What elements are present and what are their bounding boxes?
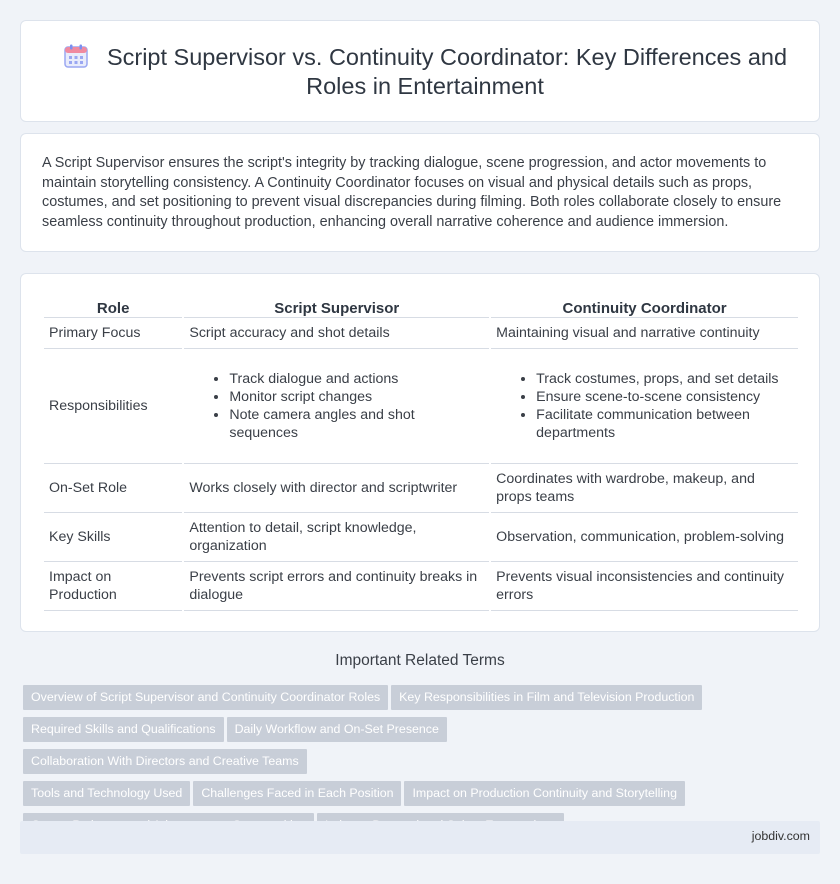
bullet-list [189, 370, 484, 442]
table-cell: Prevents visual inconsistencies and continuity errors [491, 562, 798, 611]
bullet-list [496, 370, 793, 442]
table-cell: Observation, communication, problem-solving [491, 513, 798, 562]
comparison-card [20, 273, 820, 632]
related-term-tag[interactable]: Challenges Faced in Each Position [193, 781, 401, 806]
list-item: • Monitor script changes [229, 388, 484, 406]
row-label: Key Skills [44, 513, 182, 562]
list-item: • Facilitate communication between departments [536, 406, 793, 442]
related-terms-title: Important Related Terms [335, 652, 505, 669]
table-cell: Works closely with director and scriptwriter [184, 464, 489, 513]
column-header: Script Supervisor [184, 296, 489, 318]
table-row [44, 464, 798, 513]
related-term-tag[interactable]: Required Skills and Qualifications [23, 717, 224, 742]
related-term-tag[interactable]: Tools and Technology Used [23, 781, 190, 806]
list-item: • Track costumes, props, and set details [536, 370, 793, 388]
related-term-tag[interactable]: Daily Workflow and On-Set Presence [227, 717, 447, 742]
footer [20, 821, 820, 854]
related-term-tag[interactable]: Overview of Script Supervisor and Continuity Coordinator Roles [23, 685, 388, 710]
footer-site-link[interactable]: jobdiv.com [751, 829, 810, 843]
page-title-wrap [51, 43, 799, 101]
row-label: On-Set Role [44, 464, 182, 513]
intro-paragraph: A Script Supervisor ensures the script's integrity by tracking dialogue, scene progression, and actor movements to maintain storytelling consistency. A Continuity Coordinator focuses on visual and physical details such as props, costumes, and set positioning to prevent visual discrepancies during filming. Both roles collaborate closely to ensure seamless continuity throughout production, enhancing overall narrative coherence and audience immersion. [42, 155, 782, 230]
column-header: Role [44, 296, 182, 318]
table-cell [491, 349, 798, 464]
table-cell: Script accuracy and shot details [184, 318, 489, 349]
table-row [44, 318, 798, 349]
list-item: • Ensure scene-to-scene consistency [536, 388, 793, 406]
table-cell: Coordinates with wardrobe, makeup, and props teams [491, 464, 798, 513]
list-item: • Track dialogue and actions [229, 370, 484, 388]
row-label: Impact on Production [44, 562, 182, 611]
row-label: Primary Focus [44, 318, 182, 349]
comparison-table [42, 296, 800, 611]
table-cell: Prevents script errors and continuity breaks in dialogue [184, 562, 489, 611]
table-cell: Maintaining visual and narrative continuity [491, 318, 798, 349]
table-cell [184, 349, 489, 464]
table-row [44, 562, 798, 611]
intro-card [20, 133, 820, 252]
related-term-tag[interactable]: Impact on Production Continuity and Storytelling [404, 781, 684, 806]
table-row [44, 349, 798, 464]
list-item: • Note camera angles and shot sequences [229, 406, 484, 442]
header-card [20, 20, 820, 122]
table-cell: Attention to detail, script knowledge, organization [184, 513, 489, 562]
table-header-row [44, 296, 798, 318]
page-title: Script Supervisor vs. Continuity Coordinator: Key Differences and Roles in Entertainment [106, 44, 788, 99]
column-header: Continuity Coordinator [491, 296, 798, 318]
row-label: Responsibilities [44, 349, 182, 464]
calendar-icon [63, 43, 89, 69]
related-term-tag[interactable]: Key Responsibilities in Film and Television Production [391, 685, 702, 710]
related-term-tag[interactable]: Collaboration With Directors and Creative Teams [23, 749, 307, 774]
table-row [44, 513, 798, 562]
